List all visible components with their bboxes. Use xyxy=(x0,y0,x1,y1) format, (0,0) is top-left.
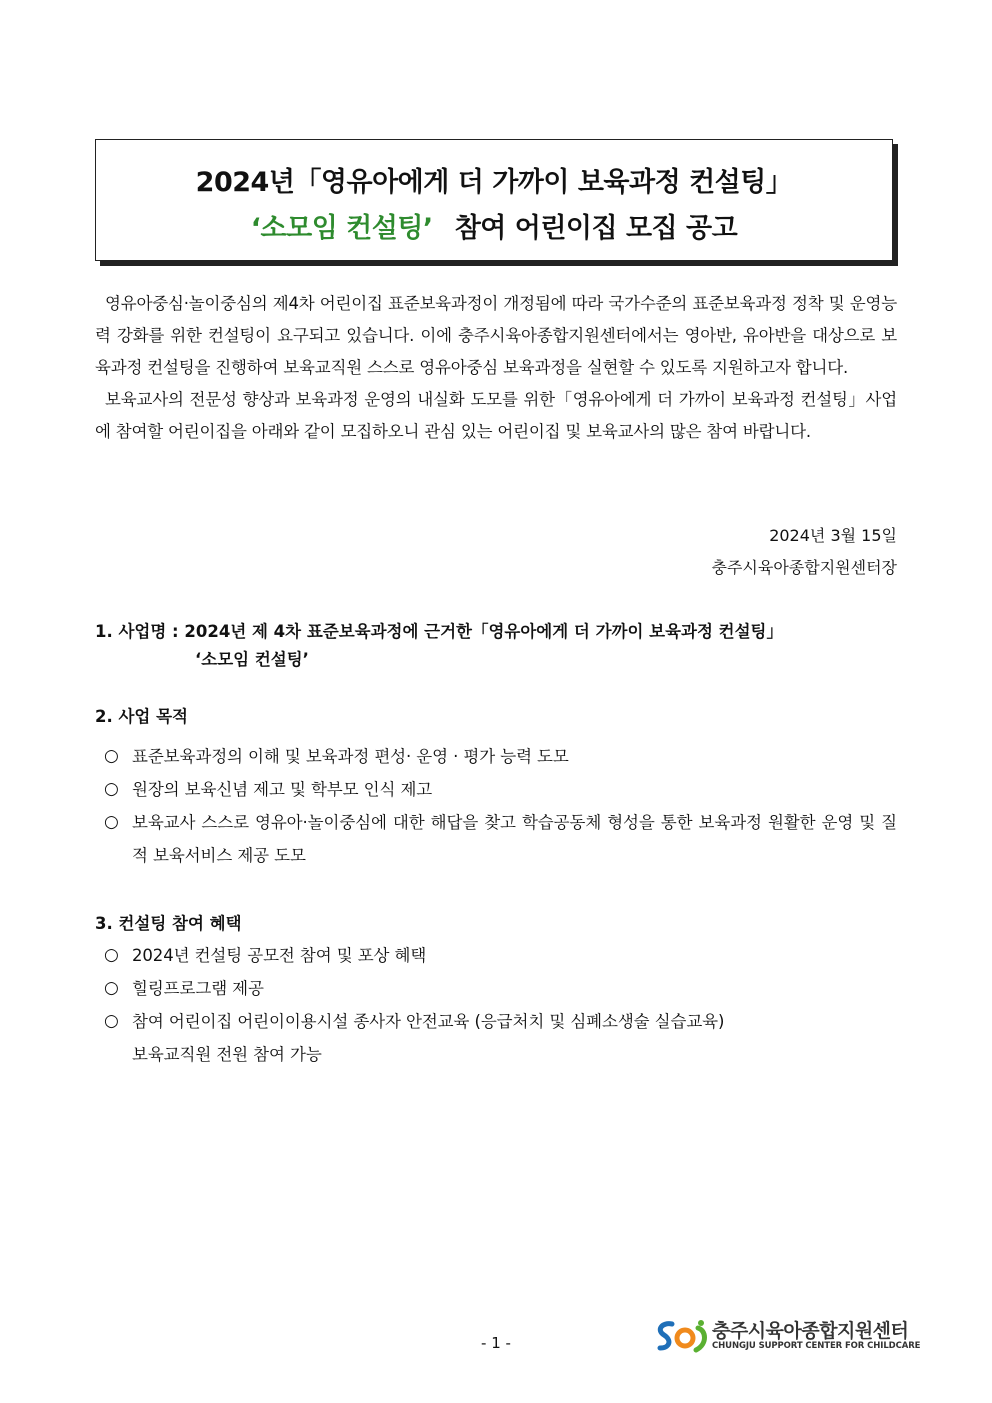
circle-bullet-icon: ○ xyxy=(104,812,119,832)
announcement-date: 2024년 3월 15일 xyxy=(769,526,897,545)
circle-bullet-icon: ○ xyxy=(104,779,119,799)
list-item: ○ 2024년 컨설팅 공모전 참여 및 포상 혜택 xyxy=(104,939,897,972)
list-item: ○ 보육교사 스스로 영유아·놀이중심에 대한 해답을 찾고 학습공동체 형성을 통한 보육과정 원활한 운영 및 질적 보육서비스 제공 도모 xyxy=(104,806,897,872)
section-3-list xyxy=(104,939,897,1071)
list-item: ○ 원장의 보육신념 제고 및 학부모 인식 제고 xyxy=(104,773,897,806)
circle-bullet-icon: ○ xyxy=(104,746,119,766)
section-1-heading: 1. 사업명 : 2024년 제 4차 표준보육과정에 근거한「영유아에게 더 가까이 보육과정 컨설팅」 xyxy=(95,622,783,641)
intro-text xyxy=(95,288,897,448)
circle-bullet-icon: ○ xyxy=(104,1011,119,1031)
section-2-list xyxy=(104,740,897,872)
section-1-subtitle: ‘소모임 컨설팅’ xyxy=(195,650,309,669)
center-logo-name: 충주시육아종합지원센터 xyxy=(712,1320,909,1342)
section-3-heading: 3. 컨설팅 참여 혜택 xyxy=(95,914,242,933)
title-line-1: 2024년「영유아에게 더 가까이 보육과정 컨설팅」 xyxy=(195,167,793,198)
title-rest: 참여 어린이집 모집 공고 xyxy=(454,213,738,244)
signer: 충주시육아종합지원센터장 xyxy=(711,558,897,577)
list-item: ○ 힐링프로그램 제공 xyxy=(104,972,897,1005)
center-logo-subtitle: CHUNGJU SUPPORT CENTER FOR CHILDCARE xyxy=(712,1341,921,1351)
intro-paragraph-1: 영유아중심·놀이중심의 제4차 어린이집 표준보육과정이 개정됨에 따라 국가수준의 표준보육과정 정착 및 운영능력 강화를 위한 컨설팅이 요구되고 있습니다. 이에 충주시육아종합지원센터에서는 영아반, 유아반을 대상으로 보육과정 컨설팅을 진행하여 보육교직원 스스로 영유아중심 보육과정을 실현할 수 있도록 지원하고자 합니다. xyxy=(95,294,897,377)
circle-bullet-icon: ○ xyxy=(104,978,119,998)
list-item: ○ 표준보육과정의 이해 및 보육과정 편성· 운영 · 평가 능력 도모 xyxy=(104,740,897,773)
title-line-2 xyxy=(96,206,892,245)
page-number: - 1 - xyxy=(481,1334,511,1352)
center-logo-icon xyxy=(654,1316,710,1356)
center-logo xyxy=(654,1316,921,1356)
title-box xyxy=(95,139,893,261)
intro-paragraph-2: 보육교사의 전문성 향상과 보육과정 운영의 내실화 도모를 위한「영유아에게 더 가까이 보육과정 컨설팅」사업에 참여할 어린이집을 아래와 같이 모집하오니 관심 있는 어린이집 및 보육교사의 많은 참여 바랍니다. xyxy=(95,390,898,441)
section-2-heading: 2. 사업 목적 xyxy=(95,707,188,726)
list-item: ○ 참여 어린이집 어린이이용시설 종사자 안전교육 (응급처치 및 심폐소생술 실습교육) 보육교직원 전원 참여 가능 xyxy=(104,1005,897,1071)
title-highlight: ‘소모임 컨설팅’ xyxy=(250,213,433,244)
circle-bullet-icon: ○ xyxy=(104,945,119,965)
